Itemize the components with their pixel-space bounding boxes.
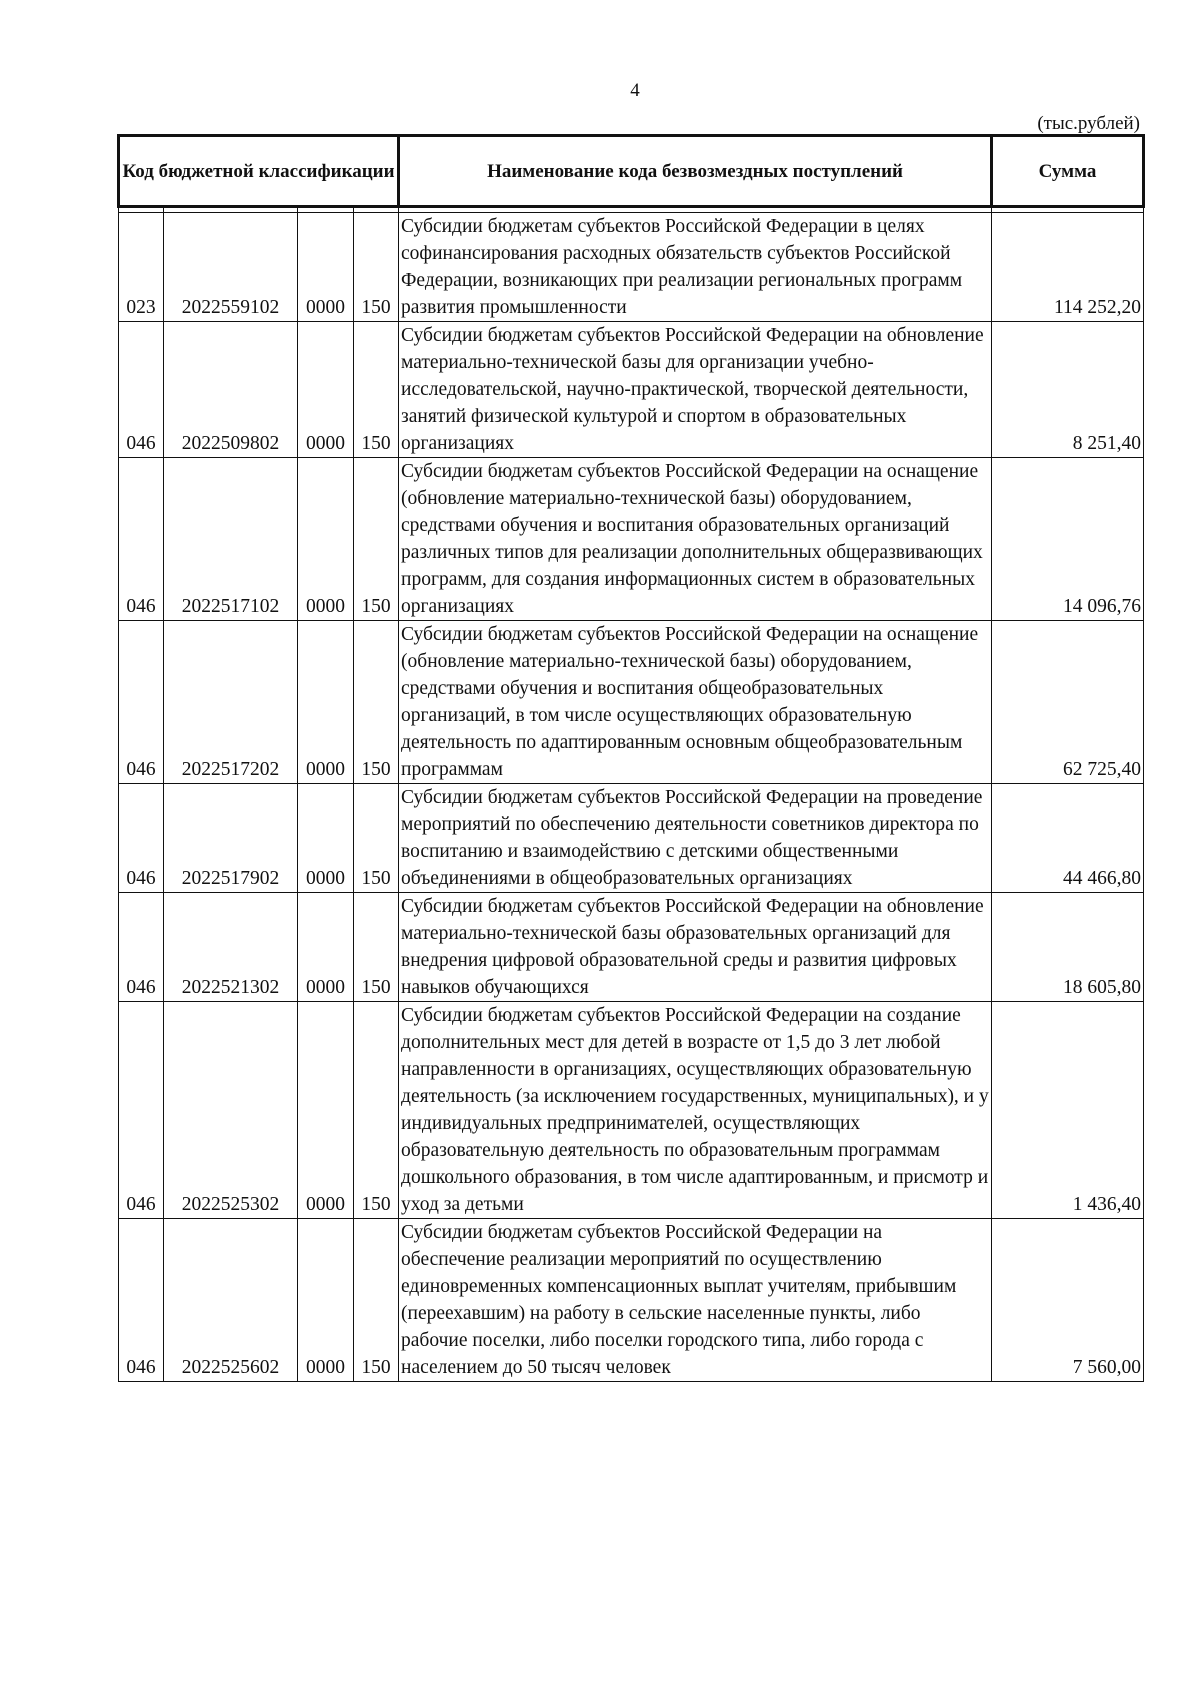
econ-code: 150 [354, 1002, 399, 1219]
table-row [119, 1002, 1144, 1219]
income-code: 2022525602 [164, 1219, 298, 1382]
income-code: 2022525302 [164, 1002, 298, 1219]
table-header-row [119, 136, 1144, 207]
admin-code: 046 [119, 1219, 164, 1382]
table-row [119, 893, 1144, 1002]
income-code: 2022517102 [164, 458, 298, 621]
income-name: Субсидии бюджетам субъектов Российской Федерации в целях софинансирования расходных обязательств субъектов Российской Федерации, возникающих при реализации региональных программ развития промышленности [399, 213, 992, 322]
program-code: 0000 [298, 213, 354, 322]
econ-code: 150 [354, 322, 399, 458]
income-name: Субсидии бюджетам субъектов Российской Федерации на проведение мероприятий по обеспечению деятельности советников директора по воспитанию и взаимодействию с детскими общественными объединениями в общеобразовательных организациях [399, 784, 992, 893]
table-row [119, 1219, 1144, 1382]
income-sum: 62 725,40 [992, 621, 1144, 784]
admin-code: 046 [119, 621, 164, 784]
budget-table [117, 134, 1145, 1382]
income-code: 2022559102 [164, 213, 298, 322]
admin-code: 046 [119, 322, 164, 458]
econ-code: 150 [354, 621, 399, 784]
program-code: 0000 [298, 893, 354, 1002]
income-name: Субсидии бюджетам субъектов Российской Федерации на оснащение (обновление материально-технической базы) оборудованием, средствами обучения и воспитания образовательных организаций различных типов для реализации дополнительных общеразвивающих программ, для создания информационных систем в образовательных организациях [399, 458, 992, 621]
admin-code: 046 [119, 784, 164, 893]
income-name: Субсидии бюджетам субъектов Российской Федерации на обеспечение реализации мероприятий по осуществлению единовременных компенсационных выплат учителям, прибывшим (переехавшим) на работу в сельские населенные пункты, либо рабочие поселки, либо поселки городского типа, либо города с населением до 50 тысяч человек [399, 1219, 992, 1382]
table-row [119, 621, 1144, 784]
income-name: Субсидии бюджетам субъектов Российской Федерации на обновление материально-технической базы для организации учебно-исследовательской, научно-практической, творческой деятельности, занятий физической культурой и спортом в образовательных организациях [399, 322, 992, 458]
income-sum: 114 252,20 [992, 213, 1144, 322]
income-code: 2022517902 [164, 784, 298, 893]
income-name: Субсидии бюджетам субъектов Российской Федерации на создание дополнительных мест для детей в возрасте от 1,5 до 3 лет любой направленности в организациях, осуществляющих образовательную деятельность (за исключением государственных, муниципальных), и у индивидуальных предпринимателей, осуществляющих образовательную деятельность по образовательным программам дошкольного образования, в том числе адаптированным, и присмотр и уход за детьми [399, 1002, 992, 1219]
admin-code: 046 [119, 458, 164, 621]
admin-code: 046 [119, 893, 164, 1002]
income-code: 2022521302 [164, 893, 298, 1002]
income-sum: 44 466,80 [992, 784, 1144, 893]
page-number: 4 [630, 80, 640, 101]
econ-code: 150 [354, 893, 399, 1002]
income-code: 2022517202 [164, 621, 298, 784]
econ-code: 150 [354, 213, 399, 322]
income-sum: 14 096,76 [992, 458, 1144, 621]
program-code: 0000 [298, 322, 354, 458]
table-row [119, 322, 1144, 458]
table-row [119, 213, 1144, 322]
header-sum: Сумма [992, 136, 1144, 207]
table-row [119, 458, 1144, 621]
program-code: 0000 [298, 1002, 354, 1219]
income-sum: 18 605,80 [992, 893, 1144, 1002]
admin-code: 046 [119, 1002, 164, 1219]
income-name: Субсидии бюджетам субъектов Российской Федерации на обновление материально-технической базы образовательных организаций для внедрения цифровой образовательной среды и развития цифровых навыков обучающихся [399, 893, 992, 1002]
units-label: (тыс.рублей) [1037, 113, 1140, 134]
income-sum: 1 436,40 [992, 1002, 1144, 1219]
header-name: Наименование кода безвозмездных поступлений [399, 136, 992, 207]
program-code: 0000 [298, 458, 354, 621]
econ-code: 150 [354, 784, 399, 893]
table-row [119, 784, 1144, 893]
econ-code: 150 [354, 1219, 399, 1382]
income-code: 2022509802 [164, 322, 298, 458]
program-code: 0000 [298, 621, 354, 784]
admin-code: 023 [119, 213, 164, 322]
income-name: Субсидии бюджетам субъектов Российской Федерации на оснащение (обновление материально-технической базы) оборудованием, средствами обучения и воспитания общеобразовательных организаций, в том числе осуществляющих образовательную деятельность по адаптированным основным общеобразовательным программам [399, 621, 992, 784]
income-sum: 7 560,00 [992, 1219, 1144, 1382]
header-code: Код бюджетной классификации [119, 136, 399, 207]
income-sum: 8 251,40 [992, 322, 1144, 458]
program-code: 0000 [298, 1219, 354, 1382]
program-code: 0000 [298, 784, 354, 893]
econ-code: 150 [354, 458, 399, 621]
